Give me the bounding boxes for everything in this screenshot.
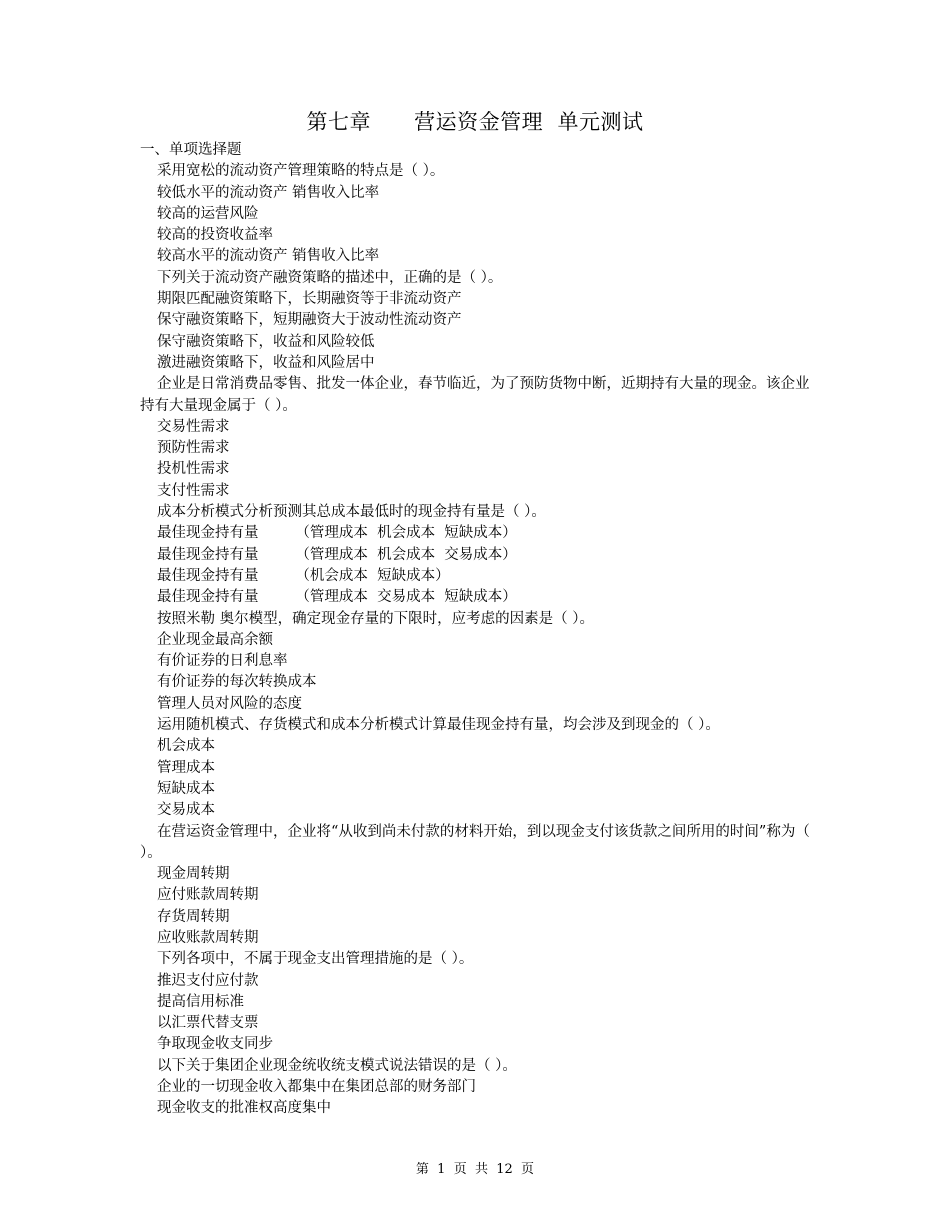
text-line: 交易性需求 [157,418,230,435]
text-line: 预防性需求 [157,440,230,457]
text-line: 应收账款周转期 [157,929,259,946]
text-line: 以汇票代替支票 [157,1015,259,1032]
text-line: 较低水平的流动资产 销售收入比率 [157,184,380,201]
text-line: 交易成本 [157,802,215,819]
text-line: 采用宽松的流动资产管理策略的特点是（ ）。 [157,163,445,180]
text-line: 保守融资策略下，收益和风险较低 [157,333,375,350]
text-line: 最佳现金持有量 （管理成本 交易成本 短缺成本） [157,589,517,606]
text-line: 下列各项中，不属于现金支出管理措施的是（ ）。 [157,951,474,968]
text-line: 机会成本 [157,738,215,755]
text-line: 应付账款周转期 [157,887,259,904]
text-line: 较高水平的流动资产 销售收入比率 [157,248,380,265]
section-heading: 一、单项选择题 [140,142,242,158]
text-line: 投机性需求 [157,461,230,478]
text-line: 按照米勒 奥尔模型，确定现金存量的下限时，应考虑的因素是（ ）。 [157,610,594,627]
document-title: 第七章 营运资金管理 单元测试 [306,110,644,134]
text-line: 争取现金收支同步 [157,1036,273,1053]
text-line: 激进融资策略下，收益和风险居中 [157,354,375,371]
text-line: 现金收支的批准权高度集中 [157,1100,331,1117]
text-line: 支付性需求 [157,482,230,499]
text-line: 有价证券的每次转换成本 [157,674,317,691]
document-body [140,140,820,1120]
text-line: 最佳现金持有量 （管理成本 机会成本 短缺成本） [157,525,517,542]
text-line: 最佳现金持有量 （管理成本 机会成本 交易成本） [157,546,517,563]
text-paragraph: 企业是日常消费品零售、批发一体企业，春节临近，为了预防货物中断，近期持有大量的现金。该企业持有大量现金属于（ ）。 [140,376,810,414]
text-line: 下列关于流动资产融资策略的描述中，正确的是（ ）。 [157,269,503,286]
text-line: 成本分析模式分析预测其总成本最低时的现金持有量是（ ）。 [157,504,546,521]
text-line: 保守融资策略下，短期融资大于波动性流动资产 [157,312,462,329]
text-line: 管理成本 [157,759,215,776]
text-line: 短缺成本 [157,780,215,797]
text-line: 较高的投资收益率 [157,227,273,244]
text-line: 推迟支付应付款 [157,972,259,989]
text-line: 最佳现金持有量 （机会成本 短缺成本） [157,567,450,584]
text-paragraph: 在营运资金管理中，企业将“从收到尚未付款的材料开始，到以现金支付该货款之间所用的时间”称为（ ）。 [140,823,810,861]
text-line: 企业的一切现金收入都集中在集团总部的财务部门 [157,1079,476,1096]
text-line: 现金周转期 [157,866,230,883]
text-line: 期限匹配融资策略下，长期融资等于非流动资产 [157,291,462,308]
text-line: 管理人员对风险的态度 [157,695,302,712]
text-line: 以下关于集团企业现金统收统支模式说法错误的是（ ）。 [157,1057,517,1074]
text-line: 企业现金最高余额 [157,631,273,648]
page-footer: 第 1 页 共 12 页 [415,1162,535,1177]
text-line: 有价证券的日利息率 [157,653,288,670]
text-line: 运用随机模式、存货模式和成本分析模式计算最佳现金持有量，均会涉及到现金的（ ）。 [157,717,720,734]
text-line: 较高的运营风险 [157,205,259,222]
text-line: 存货周转期 [157,908,230,925]
text-line: 提高信用标准 [157,993,244,1010]
